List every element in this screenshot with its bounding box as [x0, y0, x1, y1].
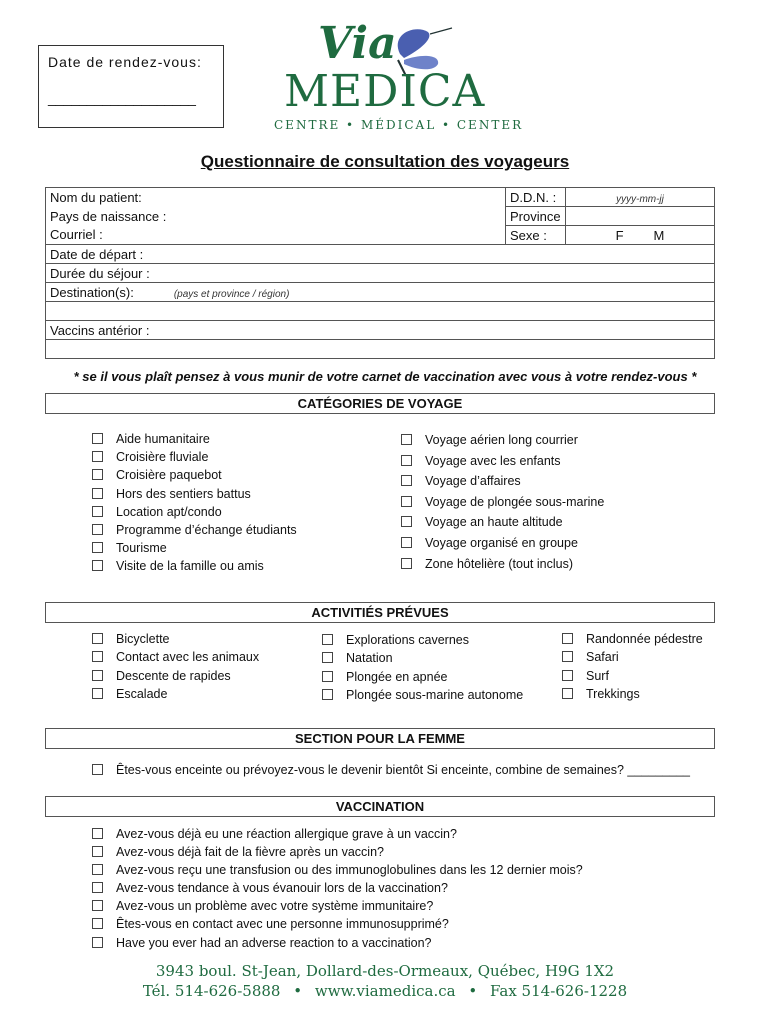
vaccination-card-note: * se il vous plaît pensez à vous munir de votre carnet de vaccination avec vous à votre rendez-vous * [73, 369, 697, 384]
checkbox-icon[interactable] [92, 542, 103, 553]
checkbox-icon[interactable] [92, 451, 103, 462]
page-title: Questionnaire de consultation des voyageurs [200, 152, 570, 171]
checkbox-item[interactable]: Hors des sentiers battus [92, 485, 297, 503]
via-medica-logo [270, 18, 524, 133]
checkbox-icon[interactable] [562, 651, 573, 662]
footer-contact [0, 982, 770, 1000]
checkbox-icon[interactable] [92, 846, 103, 857]
checkbox-icon[interactable] [92, 688, 103, 699]
checkbox-item[interactable]: Voyage avec les enfants [401, 451, 604, 472]
checkbox-icon[interactable] [322, 634, 333, 645]
checkbox-item[interactable]: Voyage an haute altitude [401, 512, 604, 533]
checkbox-icon[interactable] [92, 469, 103, 480]
logo-via: Via [318, 18, 397, 69]
checkbox-item[interactable]: Descente de rapides [92, 667, 259, 685]
travel-categories-header: CATÉGORIES DE VOYAGE [45, 393, 715, 414]
activities-col3 [562, 630, 703, 704]
vaccination-header: VACCINATION [45, 796, 715, 817]
checkbox-item[interactable]: Have you ever had an adverse reaction to a vaccination? [92, 934, 583, 952]
vaccines-field[interactable]: Vaccins antérior : [46, 321, 715, 340]
checkbox-item[interactable]: Location apt/condo [92, 503, 297, 521]
dob-field[interactable]: yyyy-mm-jj [566, 188, 715, 207]
email-field[interactable]: Courriel : [46, 226, 506, 245]
vaccination-questions [92, 825, 583, 952]
checkbox-icon[interactable] [401, 537, 412, 548]
checkbox-item[interactable]: Voyage aérien long courrier [401, 430, 604, 451]
checkbox-icon[interactable] [92, 670, 103, 681]
dob-label: D.D.N. : [506, 188, 566, 207]
checkbox-item[interactable]: Contact avec les animaux [92, 648, 259, 666]
pregnancy-question[interactable]: Êtes-vous enceinte ou prévoyez-vous le devenir bientôt Si enceinte, combine de semaines? _________ [92, 763, 690, 777]
sex-field[interactable]: F M [566, 226, 715, 245]
checkbox-icon[interactable] [92, 764, 103, 775]
checkbox-icon[interactable] [92, 864, 103, 875]
checkbox-icon[interactable] [322, 671, 333, 682]
travel-right-list [401, 430, 604, 574]
checkbox-item[interactable]: Bicyclette [92, 630, 259, 648]
checkbox-item[interactable]: Voyage organisé en groupe [401, 533, 604, 554]
patient-info-table [45, 187, 715, 359]
checkbox-icon[interactable] [562, 688, 573, 699]
checkbox-icon[interactable] [401, 434, 412, 445]
checkbox-icon[interactable] [92, 488, 103, 499]
sex-label: Sexe : [506, 226, 566, 245]
checkbox-icon[interactable] [92, 524, 103, 535]
footer-phone: Tél. 514-626-5888 [142, 982, 281, 1000]
checkbox-icon[interactable] [401, 558, 412, 569]
footer-website[interactable]: www.viamedica.ca [314, 982, 456, 1000]
appointment-label: Date de rendez-vous: [48, 54, 202, 70]
checkbox-item[interactable]: Voyage d’affaires [401, 471, 604, 492]
destination-extra-field[interactable] [46, 302, 715, 321]
checkbox-item[interactable]: Natation [322, 649, 523, 667]
appointment-box [38, 45, 224, 128]
logo-tagline: CENTRE • MÉDICAL • CENTER [274, 118, 524, 132]
checkbox-item[interactable]: Avez-vous déjà eu une réaction allergique grave à un vaccin? [92, 825, 583, 843]
checkbox-icon[interactable] [92, 651, 103, 662]
destination-field[interactable]: Destination(s): (pays et province / région) [46, 283, 715, 302]
checkbox-item[interactable]: Aide humanitaire [92, 430, 297, 448]
birth-country-field[interactable]: Pays de naissance : [46, 207, 506, 226]
checkbox-icon[interactable] [562, 633, 573, 644]
activities-col1 [92, 630, 259, 704]
departure-field[interactable]: Date de départ : [46, 245, 715, 264]
checkbox-item[interactable]: Croisière paquebot [92, 466, 297, 484]
checkbox-item[interactable]: Voyage de plongée sous-marine [401, 492, 604, 513]
footer-address: 3943 boul. St-Jean, Dollard-des-Ormeaux, Québec, H9G 1X2 [155, 962, 615, 980]
vaccines-extra-field[interactable] [46, 340, 715, 359]
checkbox-item[interactable]: Tourisme [92, 539, 297, 557]
checkbox-item[interactable]: Zone hôtelière (tout inclus) [401, 554, 604, 575]
logo-medica: MEDICA [284, 66, 486, 117]
checkbox-icon[interactable] [92, 433, 103, 444]
checkbox-item[interactable]: Êtes-vous en contact avec une personne immunosupprimé? [92, 915, 583, 933]
checkbox-icon[interactable] [322, 652, 333, 663]
checkbox-icon[interactable] [322, 689, 333, 700]
duration-field[interactable]: Durée du séjour : [46, 264, 715, 283]
patient-name-field[interactable]: Nom du patient: [46, 188, 506, 207]
checkbox-icon[interactable] [401, 516, 412, 527]
footer-separator: • [293, 982, 303, 1000]
activities-col2 [322, 631, 523, 705]
province-label: Province [506, 207, 566, 226]
activities-header: ACTIVITIÉS PRÉVUES [45, 602, 715, 623]
checkbox-item[interactable]: Trekkings [562, 685, 703, 703]
appointment-date-field[interactable]: ___________________ [48, 90, 196, 106]
province-field[interactable] [566, 207, 715, 226]
checkbox-icon[interactable] [92, 918, 103, 929]
checkbox-item[interactable]: Surf [562, 667, 703, 685]
checkbox-icon[interactable] [401, 455, 412, 466]
travel-left-list [92, 430, 297, 576]
checkbox-icon[interactable] [92, 900, 103, 911]
checkbox-item[interactable]: Avez-vous reçu une transfusion ou des immunoglobulines dans les 12 dernier mois? [92, 861, 583, 879]
checkbox-icon[interactable] [92, 560, 103, 571]
checkbox-item[interactable]: Avez-vous tendance à vous évanouir lors de la vaccination? [92, 879, 583, 897]
checkbox-item[interactable]: Croisière fluviale [92, 448, 297, 466]
checkbox-icon[interactable] [92, 633, 103, 644]
checkbox-item[interactable]: Avez-vous déjà fait de la fièvre après un vaccin? [92, 843, 583, 861]
checkbox-icon[interactable] [92, 506, 103, 517]
checkbox-item[interactable]: Avez-vous un problème avec votre système immunitaire? [92, 897, 583, 915]
checkbox-item[interactable]: Visite de la famille ou amis [92, 557, 297, 575]
checkbox-item[interactable]: Programme d’échange étudiants [92, 521, 297, 539]
checkbox-item[interactable]: Explorations cavernes [322, 631, 523, 649]
checkbox-icon[interactable] [92, 882, 103, 893]
footer-separator: • [468, 982, 478, 1000]
checkbox-item[interactable]: Safari [562, 648, 703, 666]
checkbox-icon[interactable] [562, 670, 573, 681]
checkbox-item[interactable]: Randonnée pédestre [562, 630, 703, 648]
checkbox-icon[interactable] [92, 937, 103, 948]
footer-fax: Fax 514-626-1228 [490, 982, 628, 1000]
checkbox-icon[interactable] [92, 828, 103, 839]
checkbox-icon[interactable] [401, 475, 412, 486]
checkbox-item[interactable]: Plongée sous-marine autonome [322, 686, 523, 704]
checkbox-item[interactable]: Plongée en apnée [322, 668, 523, 686]
checkbox-item[interactable]: Escalade [92, 685, 259, 703]
checkbox-icon[interactable] [401, 496, 412, 507]
women-section-header: SECTION POUR LA FEMME [45, 728, 715, 749]
